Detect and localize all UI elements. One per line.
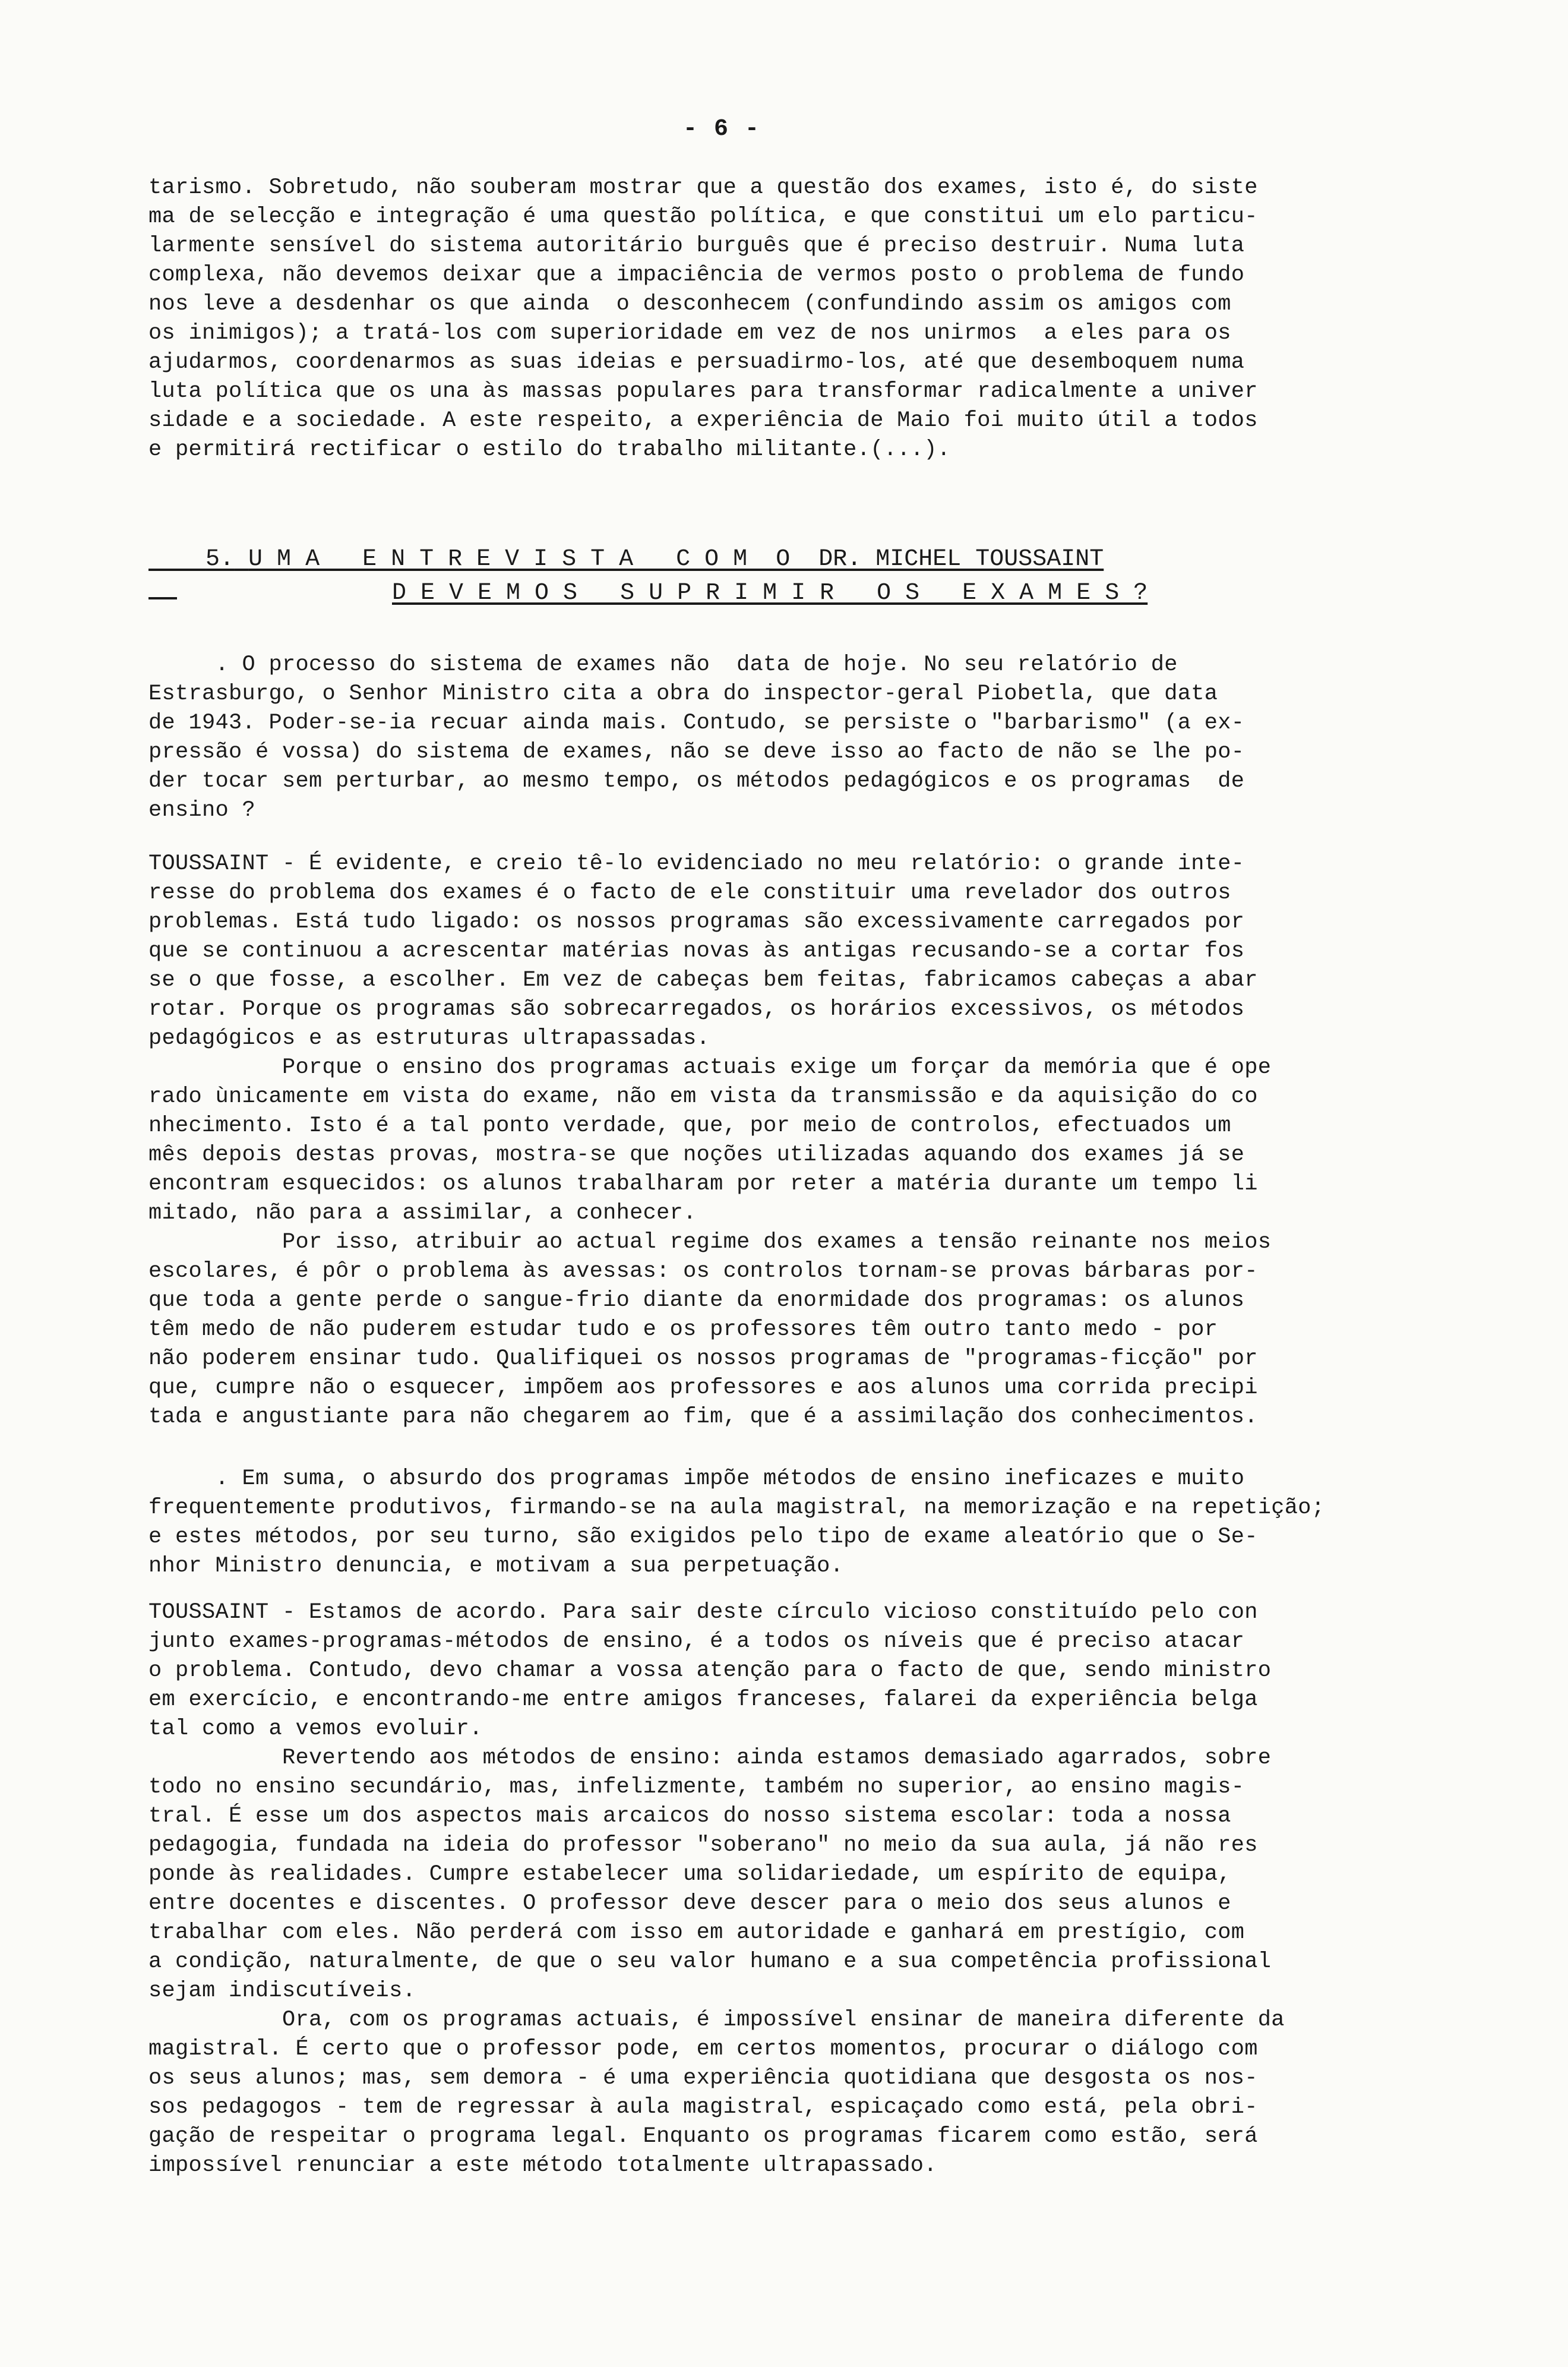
section-subtitle: D E V E M O S S U P R I M I R O S E X A M E S ?	[392, 580, 1148, 607]
text-line: rado ùnicamente em vista do exame, não em vista da transmissão e da aquisição do co	[148, 1084, 1258, 1109]
text-line: nhor Ministro denuncia, e motivam a sua perpetuação.	[148, 1554, 844, 1579]
section-title: U M A E N T R E V I S T A C O M O DR. MICHEL TOUSSAINT	[248, 546, 1104, 573]
text-line: tada e angustiante para não chegarem ao fim, que é a assimilação dos conhecimentos.	[148, 1405, 1258, 1429]
text-line: que se continuou a acrescentar matérias novas às antigas recusando-se a cortar fos	[148, 939, 1245, 964]
text-line: rotar. Porque os programas são sobrecarregados, os horários excessivos, os métodos	[148, 997, 1245, 1022]
text-line: sos pedagogos - tem de regressar à aula magistral, espicaçado como está, pela obri-	[148, 2095, 1258, 2120]
text-line: complexa, não devemos deixar que a impaciência de vermos posto o problema de fundo	[148, 263, 1245, 288]
text-line: tarismo. Sobretudo, não souberam mostrar que a questão dos exames, isto é, do siste	[148, 175, 1258, 200]
text-line: Ora, com os programas actuais, é impossível ensinar de maneira diferente da	[148, 2008, 1285, 2033]
text-line: ajudarmos, coordenarmos as suas ideias e persuadirmo-los, até que desemboquem numa	[148, 350, 1245, 375]
text-line: larmente sensível do sistema autoritário burguês que é preciso destruir. Numa luta	[148, 233, 1245, 258]
text-line: escolares, é pôr o problema às avessas: os controlos tornam-se provas bárbaras por-	[148, 1259, 1258, 1284]
text-line: que, cumpre não o esquecer, impõem aos professores e aos alunos uma corrida precipi	[148, 1375, 1258, 1400]
text-line: que toda a gente perde o sangue-frio diante da enormidade dos programas: os alunos	[148, 1288, 1245, 1313]
text-line: encontram esquecidos: os alunos trabalharam por reter a matéria durante um tempo li	[148, 1172, 1258, 1197]
text-line: sidade e a sociedade. A este respeito, a experiência de Maio foi muito útil a todos	[148, 408, 1258, 433]
text-line: Estrasburgo, o Senhor Ministro cita a obra do inspector-geral Piobetla, que data	[148, 681, 1218, 706]
text-line: os seus alunos; mas, sem demora - é uma experiência quotidiana que desgosta os nos-	[148, 2066, 1258, 2091]
text-line: TOUSSAINT - É evidente, e creio tê-lo evidenciado no meu relatório: o grande inte-	[148, 851, 1245, 876]
text-line: trabalhar com eles. Não perderá com isso em autoridade e ganhará em prestígio, com	[148, 1920, 1245, 1945]
text-line: pressão é vossa) do sistema de exames, não se deve isso ao facto de não se lhe po-	[148, 740, 1245, 765]
text-line: em exercício, e encontrando-me entre amigos franceses, falarei da experiência belga	[148, 1687, 1258, 1712]
section-number: 5.	[206, 546, 235, 573]
text-line: a condição, naturalmente, de que o seu valor humano e a sua competência profissional	[148, 1949, 1272, 1974]
text-line: de 1943. Poder-se-ia recuar ainda mais. Contudo, se persiste o "barbarismo" (a ex-	[148, 711, 1245, 736]
text-line: . Em suma, o absurdo dos programas impõe métodos de ensino ineficazes e muito	[148, 1466, 1245, 1491]
text-line: o problema. Contudo, devo chamar a vossa atenção para o facto de que, sendo ministro	[148, 1658, 1272, 1683]
text-line: têm medo de não puderem estudar tudo e os professores têm outro tanto medo - por	[148, 1317, 1218, 1342]
text-line: problemas. Está tudo ligado: os nossos programas são excessivamente carregados por	[148, 910, 1245, 935]
text-line: gação de respeitar o programa legal. Enquanto os programas ficarem como estão, será	[148, 2124, 1258, 2149]
text-line: ma de selecção e integração é uma questão política, e que constitui um elo particu-	[148, 204, 1258, 229]
intro-paragraph	[148, 173, 1396, 465]
text-line: entre docentes e discentes. O professor deve descer para o meio dos seus alunos e	[148, 1891, 1231, 1916]
text-line: não poderem ensinar tudo. Qualifiquei os nossos programas de "programas-ficção" por	[148, 1346, 1258, 1371]
text-line: todo no ensino secundário, mas, infelizmente, também no superior, ao ensino magis-	[148, 1775, 1245, 1800]
page-number: - 6 -	[683, 116, 761, 143]
text-line: ensino ?	[148, 798, 256, 823]
text-line: . O processo do sistema de exames não data de hoje. No seu relatório de	[148, 652, 1178, 677]
text-line: pedagogia, fundada na ideia do professor "soberano" no meio da sua aula, já não res	[148, 1833, 1258, 1858]
text-line: nos leve a desdenhar os que ainda o desconhecem (confundindo assim os amigos com	[148, 292, 1231, 317]
text-line: resse do problema dos exames é o facto de ele constituir uma revelador dos outros	[148, 880, 1231, 905]
text-line: pedagógicos e as estruturas ultrapassadas.	[148, 1026, 710, 1051]
text-line: junto exames-programas-métodos de ensino, é a todos os níveis que é preciso atacar	[148, 1629, 1245, 1654]
text-line: ponde às realidades. Cumpre estabelecer uma solidariedade, um espírito de equipa,	[148, 1862, 1231, 1887]
text-line: mitado, não para a assimilar, a conhecer.	[148, 1201, 697, 1226]
text-line: tral. É esse um dos aspectos mais arcaicos do nosso sistema escolar: toda a nossa	[148, 1804, 1231, 1829]
text-line: magistral. É certo que o professor pode, em certos momentos, procurar o diálogo com	[148, 2037, 1258, 2062]
text-line: sejam indiscutíveis.	[148, 1978, 416, 2003]
text-line: der tocar sem perturbar, ao mesmo tempo, os métodos pedagógicos e os programas de	[148, 769, 1245, 794]
text-line: luta política que os una às massas populares para transformar radicalmente a univer	[148, 379, 1258, 404]
text-line: nhecimento. Isto é a tal ponto verdade, que, por meio de controlos, efectuados um	[148, 1113, 1231, 1138]
text-line: mês depois destas provas, mostra-se que noções utilizadas aquando dos exames já se	[148, 1143, 1245, 1167]
text-line: Porque o ensino dos programas actuais exige um forçar da memória que é ope	[148, 1055, 1272, 1080]
text-line: e permitirá rectificar o estilo do trabalho militante.(...).	[148, 437, 951, 462]
text-line: Por isso, atribuir ao actual regime dos exames a tensão reinante nos meios	[148, 1230, 1272, 1255]
question-paragraph	[148, 1465, 1396, 1581]
text-line: Revertendo aos métodos de ensino: ainda estamos demasiado agarrados, sobre	[148, 1746, 1272, 1770]
text-line: TOUSSAINT - Estamos de acordo. Para sair deste círculo vicioso constituído pelo con	[148, 1600, 1258, 1625]
answer-paragraph	[148, 1598, 1396, 2180]
text-line: tal como a vemos evoluir.	[148, 1716, 483, 1741]
text-line: e estes métodos, por seu turno, são exigidos pelo tipo de exame aleatório que o Se-	[148, 1525, 1258, 1549]
text-line: se o que fosse, a escolher. Em vez de cabeças bem feitas, fabricamos cabeças a abar	[148, 968, 1258, 993]
text-line: os inimigos); a tratá-los com superioridade em vez de nos unirmos a eles para os	[148, 321, 1231, 346]
question-paragraph	[148, 651, 1396, 825]
text-line: impossível renunciar a este método totalmente ultrapassado.	[148, 2153, 937, 2178]
answer-paragraph	[148, 850, 1396, 1432]
text-line: frequentemente produtivos, firmando-se na aula magistral, na memorização e na repetição;	[148, 1495, 1325, 1520]
